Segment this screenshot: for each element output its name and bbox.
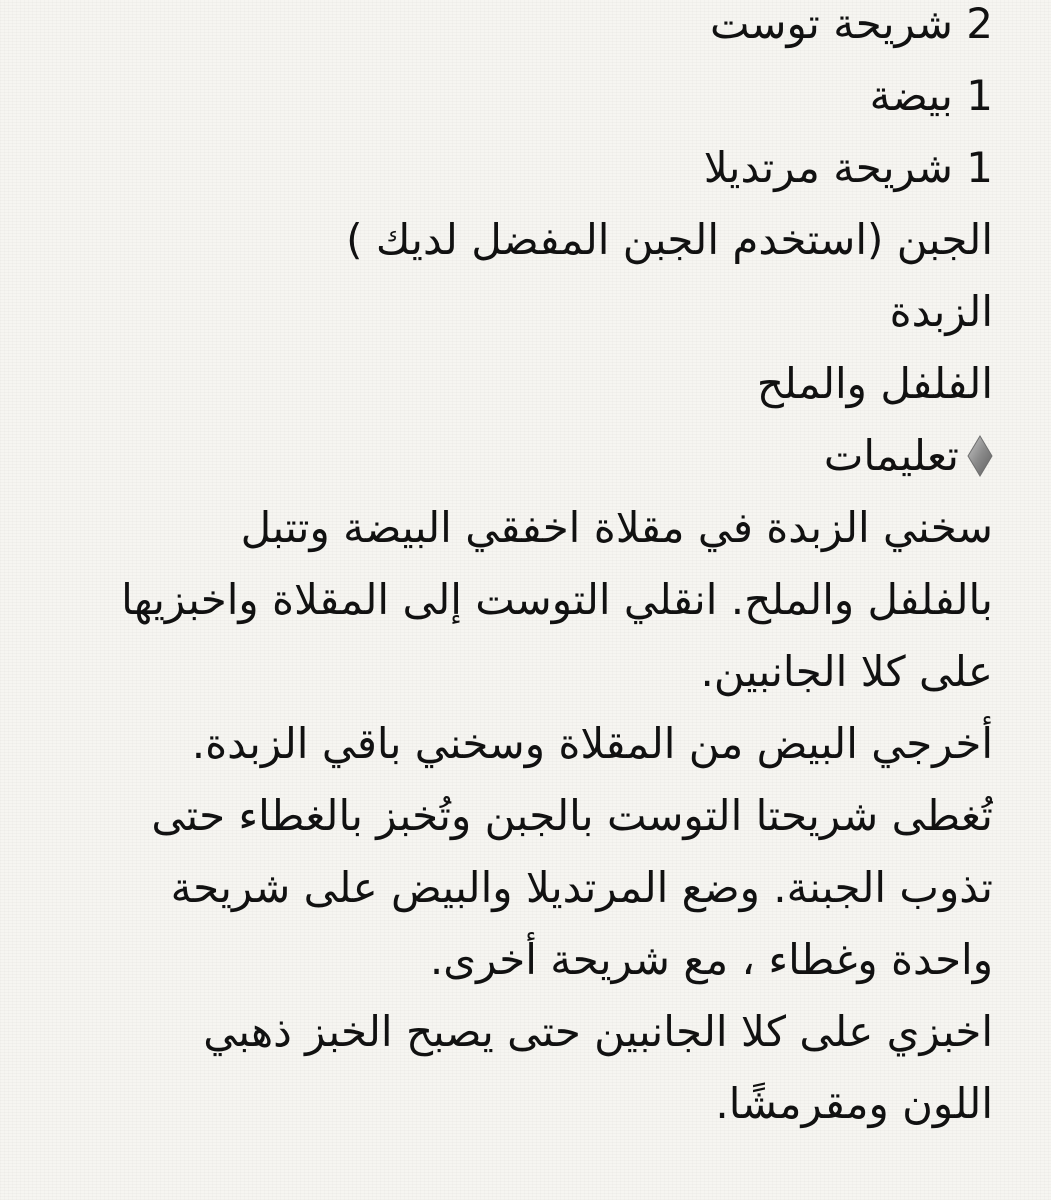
ingredient-line: الجبن (استخدم الجبن المفضل لديك ) [346, 215, 993, 264]
instructions-heading-label: تعليمات [823, 431, 959, 480]
ingredient-line: 2 شريحة توست [710, 0, 993, 48]
instruction-line: واحدة وغطاء ، مع شريحة أخرى. [429, 935, 993, 984]
ingredient-line: 1 بيضة [869, 71, 993, 120]
instruction-line: بالفلفل والملح. انقلي التوست إلى المقلاة واخبزيها [121, 575, 993, 624]
instruction-line: اخبزي على كلا الجانبين حتى يصبح الخبز ذهبي [203, 1007, 993, 1056]
instruction-line: على كلا الجانبين. [700, 647, 993, 696]
ingredient-line: 1 شريحة مرتديلا [703, 143, 993, 192]
instructions-heading [40, 420, 993, 492]
diamond-icon [967, 434, 993, 478]
instruction-line: تذوب الجبنة. وضع المرتديلا والبيض على شريحة [170, 863, 993, 912]
instruction-line: سخني الزبدة في مقلاة اخفقي البيضة وتتبل [240, 503, 993, 552]
instruction-line: أخرجي البيض من المقلاة وسخني باقي الزبدة. [191, 719, 993, 768]
ingredient-line: الفلفل والملح [756, 359, 993, 408]
instruction-line: اللون ومقرمشًا. [715, 1079, 993, 1128]
instruction-line: تُغطى شريحتا التوست بالجبن وتُخبز بالغطاء حتى [151, 791, 993, 840]
ingredient-line: الزبدة [889, 287, 993, 336]
